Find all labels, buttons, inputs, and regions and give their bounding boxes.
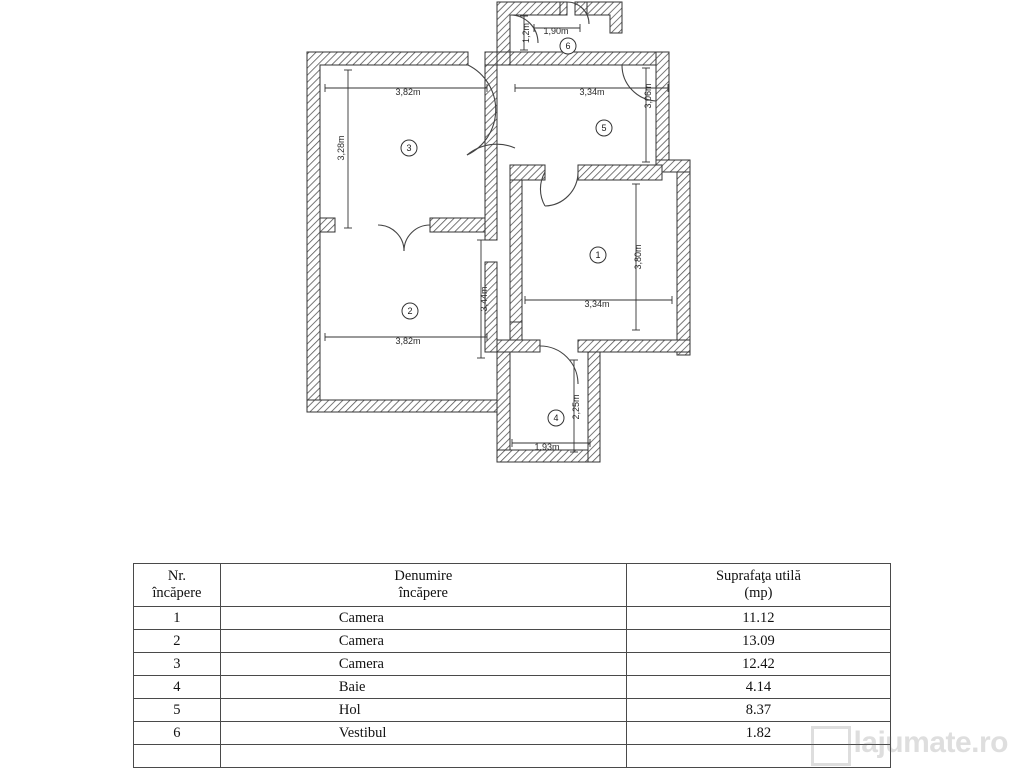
cell-nr: 2 <box>134 630 221 653</box>
room-marker-2-label: 2 <box>407 306 413 316</box>
header-name-line2: încăpere <box>398 585 448 601</box>
table-row <box>134 630 891 653</box>
dim-room3-width: 3,82m <box>395 87 421 97</box>
dim-room3-height: 3,28m <box>336 135 346 161</box>
cell-name <box>220 607 626 630</box>
cell-nr: 1 <box>134 607 221 630</box>
dim-baie-height: 2,25m <box>571 394 581 420</box>
table-row <box>134 676 891 699</box>
room-marker-1 <box>590 247 606 263</box>
watermark-text: lajumate.ro <box>853 726 1008 759</box>
cell-nr: 3 <box>134 653 221 676</box>
walls-group <box>307 2 690 462</box>
cell-area: 4.14 <box>626 676 890 699</box>
room-marker-4 <box>548 410 564 426</box>
cell-name <box>220 653 626 676</box>
cell-area: 12.42 <box>626 653 890 676</box>
cell-name-text: Vestibul <box>338 724 387 741</box>
cell-name-text: Hol <box>338 701 361 718</box>
room-marker-4-label: 4 <box>553 413 559 423</box>
cell-area: 8.37 <box>626 699 890 722</box>
cell-name-text: Baie <box>338 678 366 695</box>
room-marker-2 <box>402 303 418 319</box>
cell-name <box>220 722 626 745</box>
header-nr-line1: Nr. <box>167 568 186 585</box>
room-marker-6 <box>560 38 576 54</box>
dim-room2-height: 3,44m <box>479 286 489 312</box>
header-name-line1: Denumire <box>394 568 453 585</box>
cell-nr: 5 <box>134 699 221 722</box>
room-marker-5 <box>596 120 612 136</box>
cell-name-text: Camera <box>338 655 384 672</box>
cell-nr: 4 <box>134 676 221 699</box>
header-nr <box>134 564 221 607</box>
dim-room2-width: 3,82m <box>395 336 421 346</box>
cell-name <box>220 630 626 653</box>
table-row <box>134 653 891 676</box>
header-area-line2: (mp) <box>744 585 773 601</box>
table-row <box>134 699 891 722</box>
cell-area: 13.09 <box>626 630 890 653</box>
room-marker-1-label: 1 <box>595 250 601 260</box>
dim-vestibul-width: 1,90m <box>543 26 569 36</box>
cell-nr <box>134 745 221 768</box>
table-row <box>134 722 891 745</box>
cell-name-text <box>221 748 626 765</box>
cell-name <box>220 745 626 768</box>
dim-vestibul-height: 1,2m <box>521 22 531 44</box>
cell-name <box>220 676 626 699</box>
dim-hol-height: 3,06m <box>643 83 653 109</box>
header-nr-line2: încăpere <box>152 585 202 601</box>
room-marker-6-label: 6 <box>565 41 571 51</box>
cell-name-text: Camera <box>338 632 384 649</box>
cell-area <box>626 745 890 768</box>
header-area-line1: Suprafaţa utilă <box>715 568 801 585</box>
cell-name-text: Camera <box>338 609 384 626</box>
dim-room1-width: 3,34m <box>584 299 610 309</box>
room-marker-3-label: 3 <box>406 143 412 153</box>
room-marker-3 <box>401 140 417 156</box>
header-name <box>220 564 626 607</box>
cell-area: 11.12 <box>626 607 890 630</box>
room-area-table <box>133 563 891 768</box>
dim-hol-width: 3,34m <box>579 87 605 97</box>
table-header-row <box>134 564 891 607</box>
table-row <box>134 607 891 630</box>
cell-name <box>220 699 626 722</box>
table-row <box>134 745 891 768</box>
cell-nr: 6 <box>134 722 221 745</box>
header-area <box>626 564 890 607</box>
cell-area: 1.82 <box>626 722 890 745</box>
dim-baie-width: 1,93m <box>534 442 560 452</box>
room-marker-5-label: 5 <box>601 123 607 133</box>
dim-room1-height: 3,80m <box>633 244 643 270</box>
